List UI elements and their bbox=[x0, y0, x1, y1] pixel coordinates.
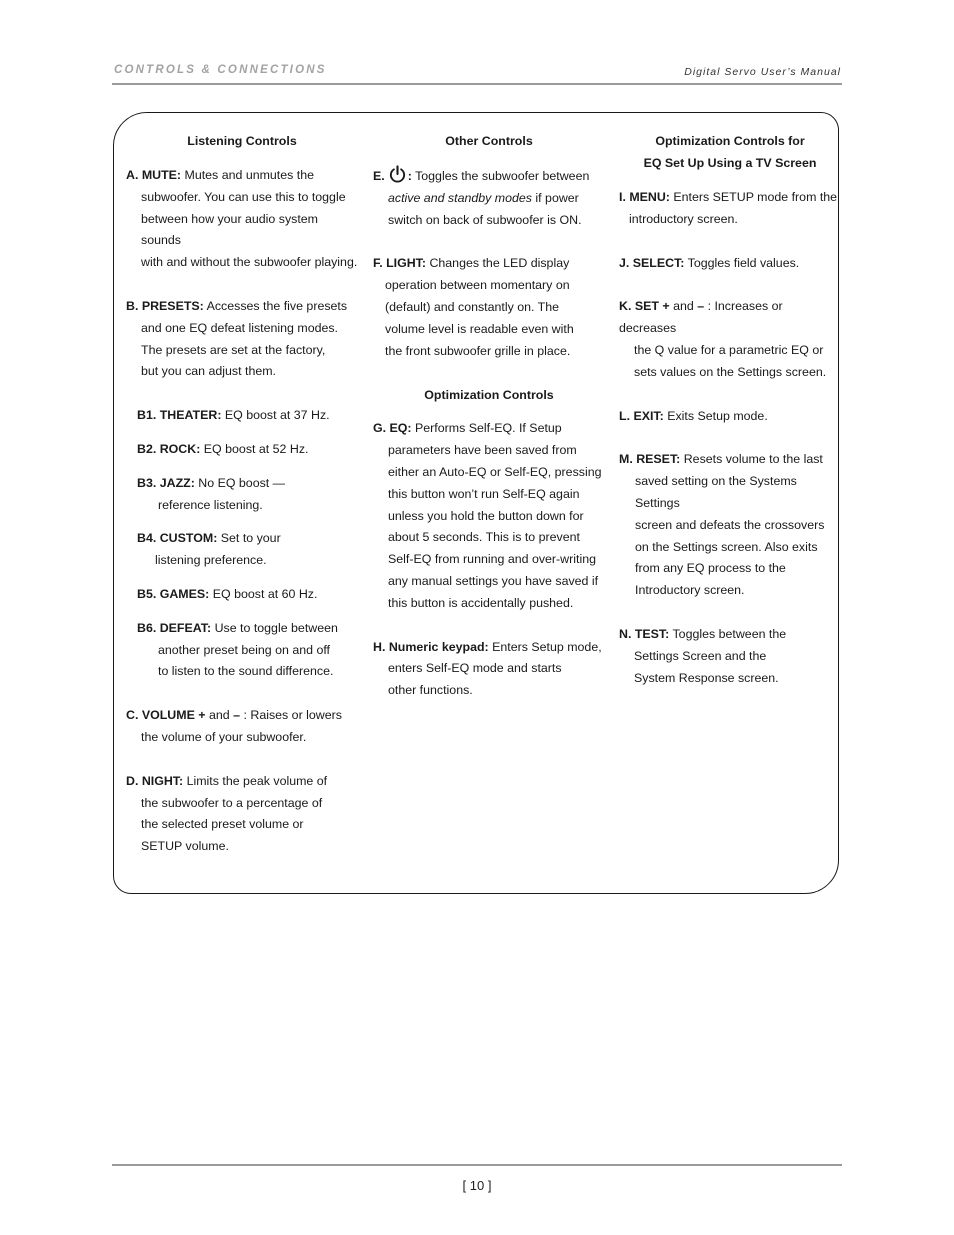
item-text: either an Auto-EQ or Self-EQ, pressing bbox=[388, 464, 602, 479]
item-text: EQ boost at 60 Hz. bbox=[212, 586, 318, 601]
light-item bbox=[373, 253, 605, 362]
item-text: Enters SETUP mode from the bbox=[673, 190, 838, 204]
volume-item bbox=[126, 705, 358, 749]
item-text: Introductory screen. bbox=[635, 583, 745, 598]
rock-preset-item bbox=[126, 439, 358, 461]
item-text: operation between momentary on bbox=[385, 278, 570, 293]
item-text: : Raises or lowers bbox=[243, 708, 342, 723]
item-label: E. bbox=[373, 169, 385, 183]
item-text: sets values on the Settings screen. bbox=[634, 364, 827, 379]
games-preset-item bbox=[126, 584, 358, 606]
item-label: H. Numeric keypad: bbox=[373, 639, 489, 654]
item-text: active and standby modes bbox=[388, 190, 532, 205]
item-text: and bbox=[208, 708, 230, 723]
item-text: another preset being on and off bbox=[158, 642, 330, 657]
item-label: N. TEST: bbox=[619, 626, 670, 641]
item-text: the subwoofer to a percentage of bbox=[141, 795, 323, 810]
item-text: unless you hold the button down for bbox=[388, 508, 584, 523]
defeat-preset-item bbox=[126, 618, 358, 683]
item-text: Mutes and unmutes the bbox=[184, 168, 315, 182]
presets-item bbox=[126, 296, 358, 383]
item-label: B3. JAZZ: bbox=[137, 475, 195, 490]
item-text: (default) and constantly on. The bbox=[385, 299, 560, 314]
item-label: M. RESET: bbox=[619, 452, 681, 467]
item-text: about 5 seconds. This is to prevent bbox=[388, 530, 580, 545]
item-text: and one EQ defeat listening modes. bbox=[141, 320, 339, 335]
item-label: L. EXIT: bbox=[619, 408, 664, 423]
custom-preset-item bbox=[126, 528, 358, 572]
item-label: B6. DEFEAT: bbox=[137, 620, 212, 635]
item-text: any manual settings you have saved if bbox=[388, 573, 599, 588]
eq-item bbox=[373, 418, 605, 614]
item-text: to listen to the sound difference. bbox=[158, 664, 334, 679]
item-label: – bbox=[233, 708, 241, 723]
item-text: but you can adjust them. bbox=[141, 364, 277, 379]
test-item bbox=[619, 624, 841, 689]
item-text: Toggles the subwoofer between bbox=[415, 169, 590, 183]
section-header: CONTROLS & CONNECTIONS bbox=[114, 64, 327, 76]
item-text: Exits Setup mode. bbox=[667, 408, 768, 423]
item-text: Accesses the five presets bbox=[206, 298, 348, 313]
item-text: The presets are set at the factory, bbox=[141, 342, 326, 357]
item-text: Performs Self-EQ. If Setup bbox=[415, 421, 562, 436]
item-text: Toggles field values. bbox=[687, 255, 800, 270]
item-text: between how your audio system sounds bbox=[141, 211, 319, 248]
mute-item bbox=[126, 165, 358, 274]
item-text: reference listening. bbox=[158, 497, 263, 512]
item-text: introductory screen. bbox=[629, 211, 738, 226]
item-label: D. NIGHT: bbox=[126, 773, 184, 788]
other-controls-column bbox=[373, 130, 605, 702]
item-text: other functions. bbox=[388, 683, 473, 698]
item-text: and bbox=[673, 299, 694, 314]
item-text: Toggles between the bbox=[672, 626, 787, 641]
item-label: B2. ROCK: bbox=[137, 441, 201, 456]
item-text: Resets volume to the last bbox=[683, 452, 823, 467]
listening-controls-column bbox=[126, 130, 358, 858]
exit-item bbox=[619, 406, 841, 428]
item-text: screen and defeats the crossovers bbox=[635, 517, 825, 532]
column-title: Listening Controls bbox=[187, 134, 297, 148]
item-label: I. MENU: bbox=[619, 190, 670, 204]
night-item bbox=[126, 771, 358, 858]
item-label: F. LIGHT: bbox=[373, 256, 426, 271]
item-text: Self-EQ from running and over-writing bbox=[388, 552, 596, 567]
item-text: subwoofer. You can use this to toggle bbox=[141, 189, 346, 204]
item-text: this button won’t run Self-EQ again bbox=[388, 486, 580, 501]
item-text: the volume of your subwoofer. bbox=[141, 729, 307, 744]
item-label: : bbox=[407, 169, 412, 183]
item-text: System Response screen. bbox=[634, 670, 779, 685]
item-label: C. VOLUME + bbox=[126, 708, 206, 723]
item-text: listening preference. bbox=[155, 553, 267, 568]
item-text: enters Self-EQ mode and starts bbox=[388, 661, 562, 676]
numeric-keypad-item bbox=[373, 637, 605, 702]
item-text: the front subwoofer grille in place. bbox=[385, 343, 571, 358]
menu-item bbox=[619, 187, 841, 231]
power-item bbox=[373, 165, 605, 231]
column-title: Other Controls bbox=[445, 134, 533, 148]
item-label: A. MUTE: bbox=[126, 168, 182, 182]
theater-preset-item bbox=[126, 405, 358, 427]
item-label: – bbox=[697, 299, 705, 314]
item-text: on the Settings screen. Also exits bbox=[635, 539, 818, 554]
item-text: Set to your bbox=[220, 531, 281, 546]
item-text: EQ boost at 37 Hz. bbox=[224, 408, 330, 423]
item-text: volume level is readable even with bbox=[385, 321, 574, 336]
set-item bbox=[619, 296, 841, 383]
item-text: the Q value for a parametric EQ or bbox=[634, 342, 824, 357]
header-rule bbox=[112, 83, 842, 85]
item-label: B5. GAMES: bbox=[137, 586, 210, 601]
item-text: Limits the peak volume of bbox=[186, 773, 328, 788]
item-text: this button is accidentally pushed. bbox=[388, 595, 574, 610]
item-text: switch on back of subwoofer is ON. bbox=[388, 212, 582, 227]
item-text: if power bbox=[535, 190, 579, 205]
tv-optimization-column bbox=[619, 130, 841, 689]
item-text: saved setting on the Systems Settings bbox=[635, 474, 797, 510]
jazz-preset-item bbox=[126, 473, 358, 517]
item-label: B. PRESETS: bbox=[126, 298, 204, 313]
item-label: B1. THEATER: bbox=[137, 408, 222, 423]
item-text: from any EQ process to the bbox=[635, 561, 786, 576]
column-title: EQ Set Up Using a TV Screen bbox=[643, 156, 817, 170]
item-text: Enters Setup mode, bbox=[492, 639, 602, 654]
item-label: B4. CUSTOM: bbox=[137, 531, 218, 546]
item-text: parameters have been saved from bbox=[388, 443, 577, 458]
item-text: EQ boost at 52 Hz. bbox=[203, 441, 309, 456]
section-title: Optimization Controls bbox=[424, 388, 554, 403]
page-number: [ 10 ] bbox=[462, 1178, 492, 1193]
item-label: G. EQ: bbox=[373, 421, 412, 436]
power-icon bbox=[388, 165, 407, 184]
item-text: the selected preset volume or bbox=[141, 817, 304, 832]
item-label: J. SELECT: bbox=[619, 255, 685, 270]
item-text: Changes the LED display bbox=[429, 256, 570, 271]
item-label: K. SET + bbox=[619, 299, 670, 314]
select-item bbox=[619, 253, 841, 275]
item-text: SETUP volume. bbox=[141, 839, 229, 854]
reset-item bbox=[619, 449, 841, 602]
item-text: with and without the subwoofer playing. bbox=[141, 255, 358, 270]
column-title: Optimization Controls for bbox=[655, 134, 805, 148]
item-text: : Increases or decreases bbox=[619, 299, 783, 336]
item-text: Use to toggle between bbox=[214, 620, 338, 635]
item-text: Settings Screen and the bbox=[634, 648, 767, 663]
footer-rule bbox=[112, 1164, 842, 1166]
item-text: No EQ boost — bbox=[198, 475, 286, 490]
manual-title: Digital Servo User’s Manual bbox=[684, 66, 841, 78]
